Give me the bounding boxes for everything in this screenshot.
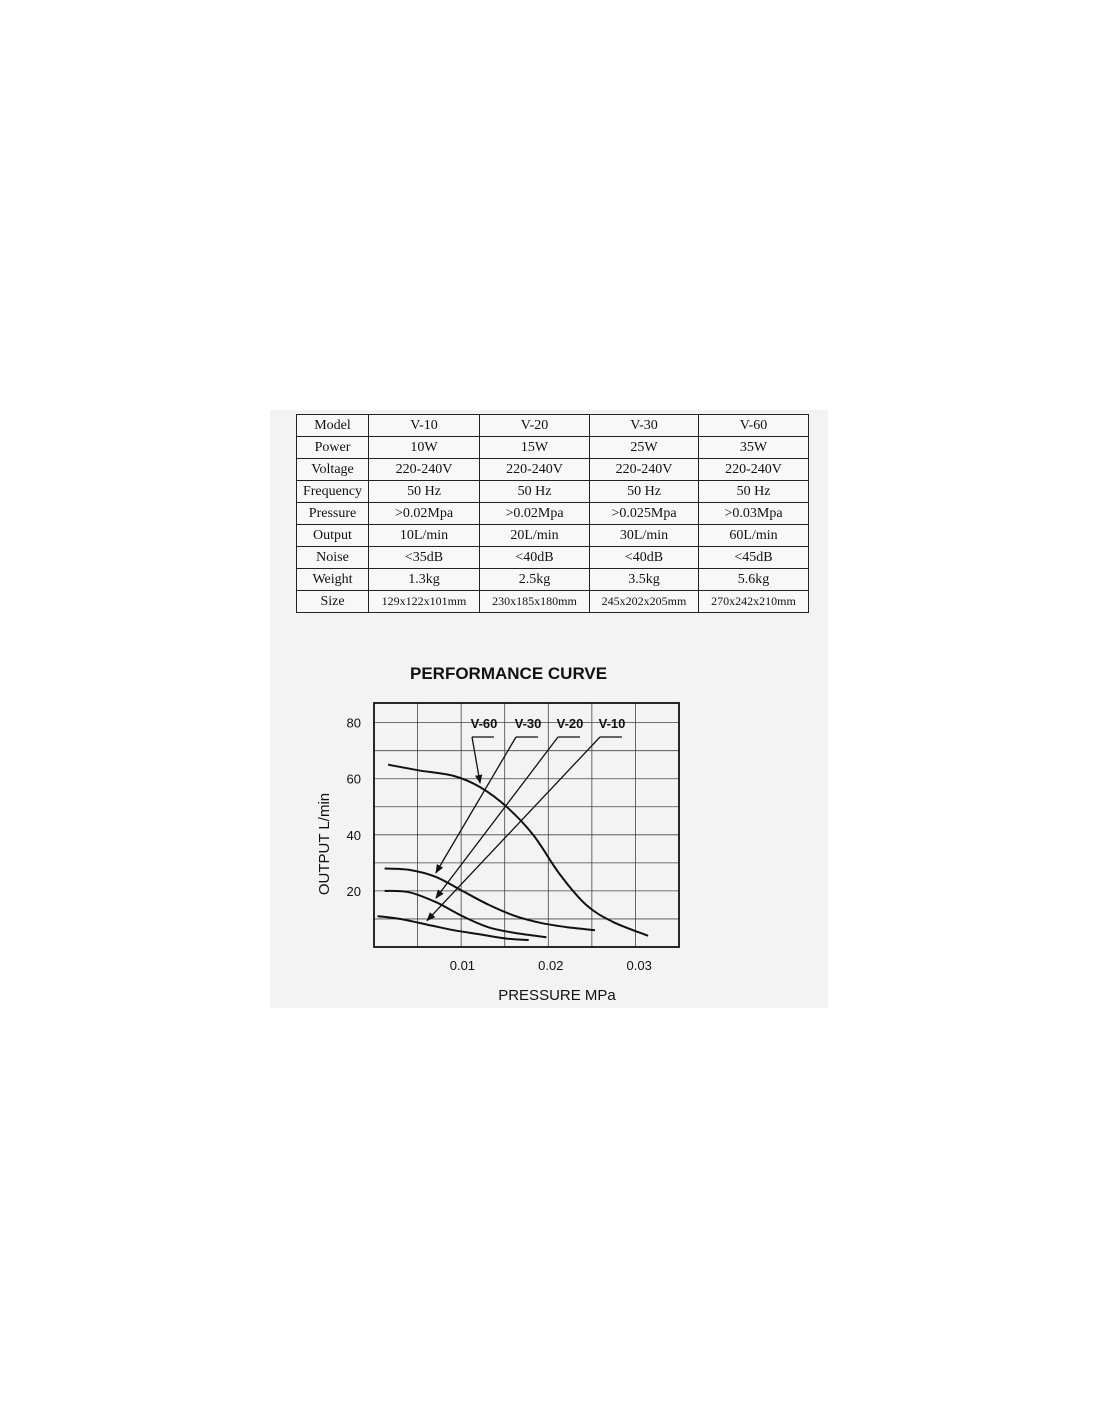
series-line-v-20: [385, 891, 547, 937]
row-label: Frequency: [297, 481, 369, 503]
table-cell: 2.5kg: [480, 569, 590, 591]
row-label: Noise: [297, 547, 369, 569]
table-cell: 50 Hz: [590, 481, 699, 503]
legend-arrow-v-20: [436, 737, 558, 898]
table-cell: 220-240V: [369, 459, 480, 481]
row-label: Size: [297, 591, 369, 613]
table-cell: 30L/min: [590, 525, 699, 547]
table-cell: 270x242x210mm: [699, 591, 809, 613]
table-cell: >0.025Mpa: [590, 503, 699, 525]
table-cell: 220-240V: [699, 459, 809, 481]
table-cell: >0.02Mpa: [480, 503, 590, 525]
table-cell: >0.02Mpa: [369, 503, 480, 525]
table-cell: 25W: [590, 437, 699, 459]
table-cell: V-20: [480, 415, 590, 437]
table-cell: 220-240V: [590, 459, 699, 481]
table-cell: 220-240V: [480, 459, 590, 481]
legend-arrow-v-60: [472, 737, 480, 783]
row-label: Output: [297, 525, 369, 547]
row-label: Pressure: [297, 503, 369, 525]
table-cell: 10L/min: [369, 525, 480, 547]
table-cell: 245x202x205mm: [590, 591, 699, 613]
table-cell: <40dB: [590, 547, 699, 569]
legend-label-v-10: V-10: [598, 716, 626, 731]
x-tick-label: 0.02: [538, 958, 564, 973]
table-cell: V-60: [699, 415, 809, 437]
y-tick-label: 40: [346, 827, 361, 843]
row-label: Power: [297, 437, 369, 459]
table-cell: 230x185x180mm: [480, 591, 590, 613]
y-tick-label: 20: [346, 883, 361, 899]
table-cell: 50 Hz: [699, 481, 809, 503]
legend-label-v-60: V-60: [470, 716, 498, 731]
table-cell: 5.6kg: [699, 569, 809, 591]
row-label: Weight: [297, 569, 369, 591]
row-label: Model: [297, 415, 369, 437]
x-tick-label: 0.03: [626, 958, 652, 973]
table-cell: 15W: [480, 437, 590, 459]
chart-title: PERFORMANCE CURVE: [410, 664, 608, 683]
y-axis-label: OUTPUT L/min: [316, 792, 333, 896]
table-cell: 20L/min: [480, 525, 590, 547]
table-cell: <35dB: [369, 547, 480, 569]
table-cell: V-30: [590, 415, 699, 437]
table-cell: 50 Hz: [369, 481, 480, 503]
table-cell: 10W: [369, 437, 480, 459]
x-axis-label: PRESSURE MPa: [498, 987, 616, 1004]
table-cell: 1.3kg: [369, 569, 480, 591]
legend-label-v-30: V-30: [514, 716, 542, 731]
y-tick-label: 80: [346, 715, 361, 731]
table-cell: >0.03Mpa: [699, 503, 809, 525]
table-cell: 129x122x101mm: [369, 591, 480, 613]
row-label: Voltage: [297, 459, 369, 481]
table-cell: 60L/min: [699, 525, 809, 547]
y-tick-label: 60: [346, 771, 361, 787]
x-tick-label: 0.01: [449, 958, 476, 973]
table-cell: <40dB: [480, 547, 590, 569]
table-cell: 3.5kg: [590, 569, 699, 591]
table-cell: V-10: [369, 415, 480, 437]
table-cell: <45dB: [699, 547, 809, 569]
legend-label-v-20: V-20: [556, 716, 584, 731]
series-line-v-10: [378, 916, 529, 940]
table-cell: 50 Hz: [480, 481, 590, 503]
plot-frame: [374, 703, 679, 947]
table-cell: 35W: [699, 437, 809, 459]
